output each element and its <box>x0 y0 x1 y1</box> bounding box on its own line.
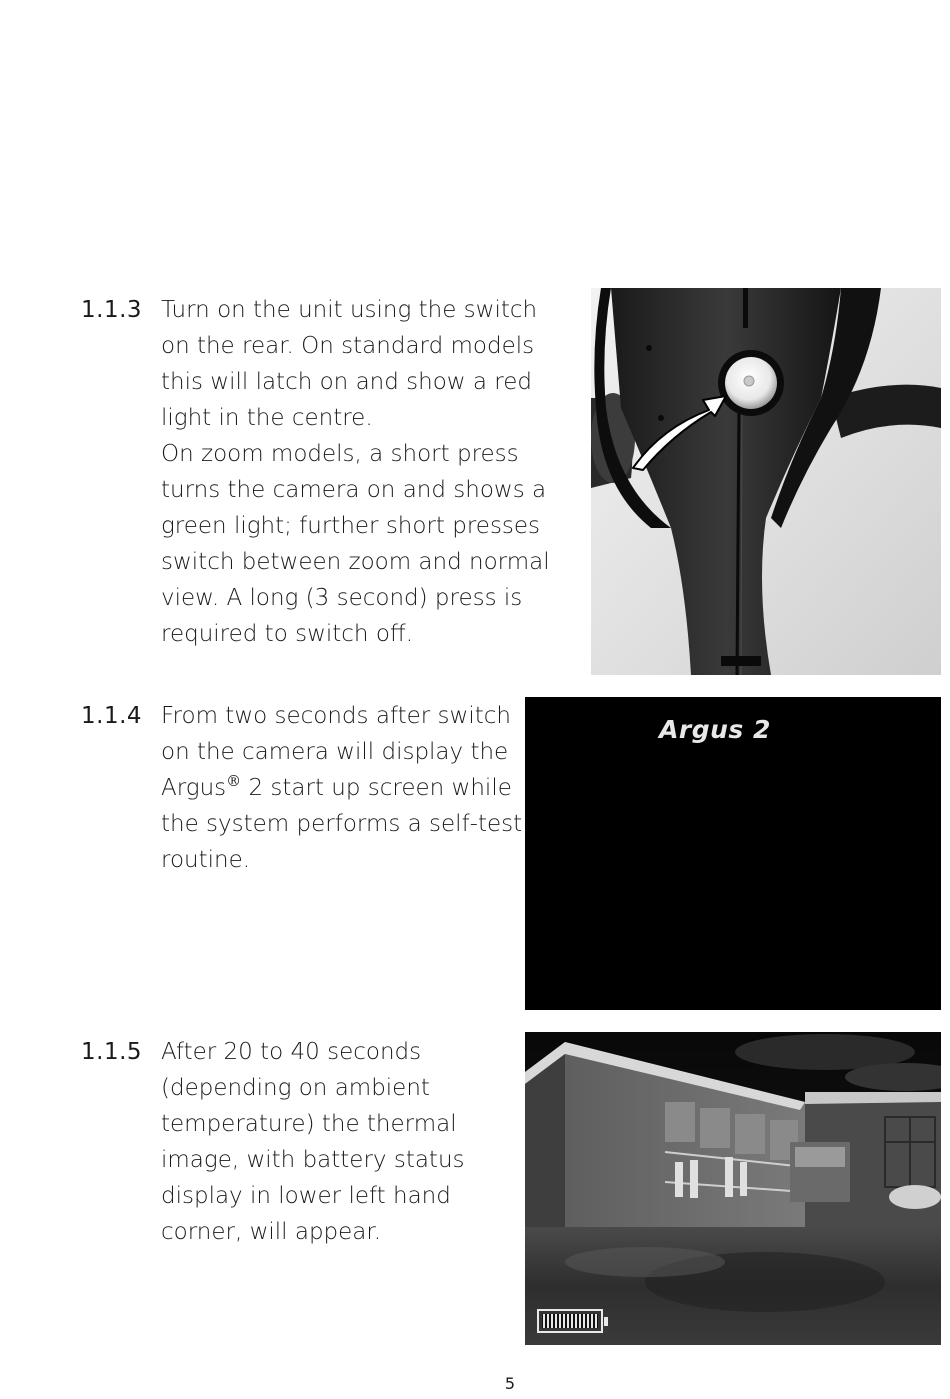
text-line: switch between zoom and normal <box>161 549 550 575</box>
thermal-scene-svg <box>525 1032 941 1345</box>
section-number: 1.1.3 <box>81 297 143 323</box>
registered-mark: ® <box>226 772 242 790</box>
text-line: this will latch on and show a red <box>161 369 533 395</box>
thermal-image <box>525 1032 941 1345</box>
startup-screen-image <box>525 697 941 1010</box>
text-line <box>161 770 522 806</box>
text-line: green light; further short presses <box>161 513 541 539</box>
section-text <box>161 292 550 652</box>
section-number: 1.1.4 <box>81 703 143 729</box>
startup-logo: Argus 2 <box>659 715 771 744</box>
camera-rear-svg <box>591 288 941 675</box>
argus-word: Argus <box>161 775 227 801</box>
text-line: (depending on ambient <box>161 1075 430 1101</box>
text-line: temperature) the thermal <box>161 1111 457 1137</box>
text-line: light in the centre. <box>161 405 373 431</box>
text-line: On zoom models, a short press <box>161 441 519 467</box>
section-text <box>161 698 522 878</box>
text-line: on the rear. On standard models <box>161 333 535 359</box>
text-line: on the camera will display the <box>161 739 509 765</box>
section-text <box>161 1034 465 1250</box>
section-number: 1.1.5 <box>81 1039 143 1065</box>
text-line: turns the camera on and shows a <box>161 477 547 503</box>
text-line: display in lower left hand <box>161 1183 451 1209</box>
text-line: view. A long (3 second) press is <box>161 585 523 611</box>
text-line: From two seconds after switch <box>161 703 511 729</box>
text-line: After 20 to 40 seconds <box>161 1039 422 1065</box>
text-line: routine. <box>161 847 251 873</box>
argus-line-rest: 2 start up screen while <box>241 775 512 801</box>
page-number: 5 <box>504 1374 516 1393</box>
text-line: Turn on the unit using the switch <box>161 297 538 323</box>
camera-rear-switch-photo <box>591 288 941 675</box>
text-line: the system performs a self-test <box>161 811 523 837</box>
battery-status-icon <box>537 1309 603 1333</box>
text-line: image, with battery status <box>161 1147 465 1173</box>
text-line: corner, will appear. <box>161 1219 382 1245</box>
text-line: required to switch off. <box>161 621 414 647</box>
